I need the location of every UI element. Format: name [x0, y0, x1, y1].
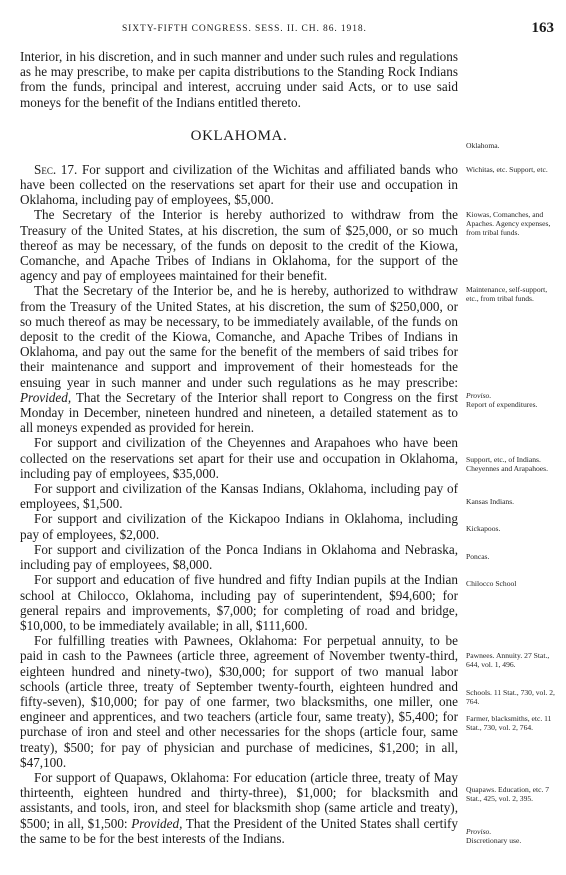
proviso-word: Provided, — [20, 389, 72, 405]
margin-note-chilocco: Chilocco School — [466, 579, 517, 588]
margin-note-kickapoo: Kickapoos. — [466, 524, 501, 533]
paragraph-chilocco: For support and education of five hundred and fifty Indian pupils at the Indian school at Chilocco, Oklahoma, including pay of superintendent, $94,600; for general repairs and improvements, $7,000; for completing of road and bridge, $10,000, to be immediately available; in all, $111,600. — [20, 572, 458, 633]
page-header — [20, 22, 554, 40]
margin-note-proviso-discretionary — [466, 827, 560, 845]
margin-note-oklahoma: Oklahoma. — [466, 141, 500, 150]
margin-note-discretionary-text: Discretionary use. — [466, 836, 522, 845]
paragraph-kickapoo: For support and civilization of the Kickapoo Indians in Oklahoma, including pay of employees, $2,000. — [20, 511, 458, 542]
paragraph-maintenance-text-a: That the Secretary of the Interior be, and he is hereby, authorized to withdraw from the Treasury of the United States, at his discretion, the sum of $250,000, or so much thereof as may be necessary, to be immediately available, of the funds on deposit to the credit of the Kiowa, Comanche, and Apache Tribes of Indians in Oklahoma, and pay out the same for the benefit of the members of said tribes for their maintenance and support and improvement of their homesteads for the ensuing year in such manner and under such regulations as he may prescribe: — [20, 283, 458, 390]
margin-note-farmer: Farmer, blacksmiths, etc. 11 Stat., 730, vol. 2, 764. — [466, 714, 552, 732]
section-number: Sec. 17. — [34, 161, 78, 177]
paragraph-pawnees: For fulfilling treaties with Pawnees, Oklahoma: For perpetual annuity, to be paid in cash to the Pawnees (article three, agreement of November twenty-third, eighteen hundred and ninety-two), $30,000; for support of two manual labor schools (article three, treaty of September twenty-fourth, eighteen hundred and fifty-seven), $10,000; for pay of one farmer, two blacksmiths, one miller, one engineer and apprentices, and two teachers (article four, same treaty), $5,400; for purchase of iron and steel and other necessaries for the shops (article four, same treaty), $500; for pay of physician and purchase of medicines, $1,200; in all, $47,100. — [20, 633, 458, 770]
margin-note-proviso-report — [466, 391, 560, 409]
margin-note-report-text: Report of expenditures. — [466, 400, 538, 409]
paragraph-quapaws-text-b: That the President of the United States shall certify the same to be for the best interests of the Indians. — [20, 815, 458, 846]
margin-note-pawnees: Pawnees. Annuity. 27 Stat., 644, vol. 1, 496. — [466, 651, 550, 669]
margin-note-schools: Schools. 11 Stat., 730, vol. 2, 764. — [466, 688, 555, 706]
paragraph-kansas: For support and civilization of the Kansas Indians, Oklahoma, including pay of employees, $1,500. — [20, 481, 458, 512]
paragraph-wichitas-text: For support and civilization of the Wichitas and affiliated bands who have been collected on the reservations set apart for their use and occupation in Oklahoma, including pay of employees, $5,000. — [20, 161, 458, 208]
section-heading: OKLAHOMA. — [190, 127, 288, 144]
main-text — [20, 49, 458, 846]
running-title: SIXTY-FIFTH CONGRESS. SESS. II. CH. 86. 1918. — [122, 24, 367, 34]
margin-note-quapaws: Quapaws. Education, etc. 7 Stat., 425, vol. 2, 395. — [466, 785, 550, 803]
paragraph-quapaws-text-a: For support of Quapaws, Oklahoma: For education (article three, treaty of May thirteenth, eighteen hundred and thirty-three), $1,000; for blacksmith and assistants, and tools, iron, and steel for blacksmith shop (same article and treaty), $500; in all, $1,500: — [20, 769, 458, 831]
paragraph-standing-rock: Interior, in his discretion, and in such manner and under such rules and regulations as he may prescribe, to make per capita distributions to the Standing Rock Indians from the funds, principal and interest, accruing under said Acts, or to use said moneys for the benefit of the Indians entitled thereto. — [20, 49, 458, 110]
page-number: 163 — [531, 20, 554, 36]
paragraph-wichitas — [20, 162, 458, 208]
margin-note-cheyennes: Support, etc., of Indians. Cheyennes and Arapahoes. — [466, 455, 549, 473]
margin-note-kiowas: Kiowas, Comanches, and Apaches. Agency expenses, from tribal funds. — [466, 210, 551, 237]
paragraph-quapaws — [20, 770, 458, 846]
margin-note-ponca: Poncas. — [466, 552, 490, 561]
margin-note-proviso-label: Proviso. — [466, 827, 492, 836]
margin-note-proviso-label: Proviso. — [466, 391, 492, 400]
margin-note-maintenance: Maintenance, self-support, etc., from tribal funds. — [466, 285, 548, 303]
paragraph-ponca: For support and civilization of the Ponca Indians in Oklahoma and Nebraska, including pay of employees, $8,000. — [20, 541, 458, 573]
paragraph-kiowa-agency: The Secretary of the Interior is hereby authorized to withdraw from the Treasury of the United States, at his discretion, the sum of $25,000, or so much thereof as may be necessary, of the funds on deposit to the credit of the Kiowa, Comanche, and Apache Tribes of Indians in Oklahoma, for the support of the agency and pay of employees maintained for their benefit. — [20, 207, 458, 284]
paragraph-maintenance-text-b: That the Secretary of the Interior shall report to Congress on the first Monday in December, nineteen hundred and nineteen, a detailed statement as to all moneys expended as provided for herein. — [20, 389, 458, 436]
margin-note-wichitas: Wichitas, etc. Support, etc. — [466, 165, 548, 174]
proviso-word: Provided, — [131, 815, 183, 831]
paragraph-cheyennes: For support and civilization of the Cheyennes and Arapahoes who have been collected on the reservations set apart for their use and occupation in Oklahoma, including pay of employees, $35,000. — [20, 435, 458, 481]
margin-note-kansas: Kansas Indians. — [466, 497, 515, 506]
paragraph-maintenance — [20, 283, 458, 435]
